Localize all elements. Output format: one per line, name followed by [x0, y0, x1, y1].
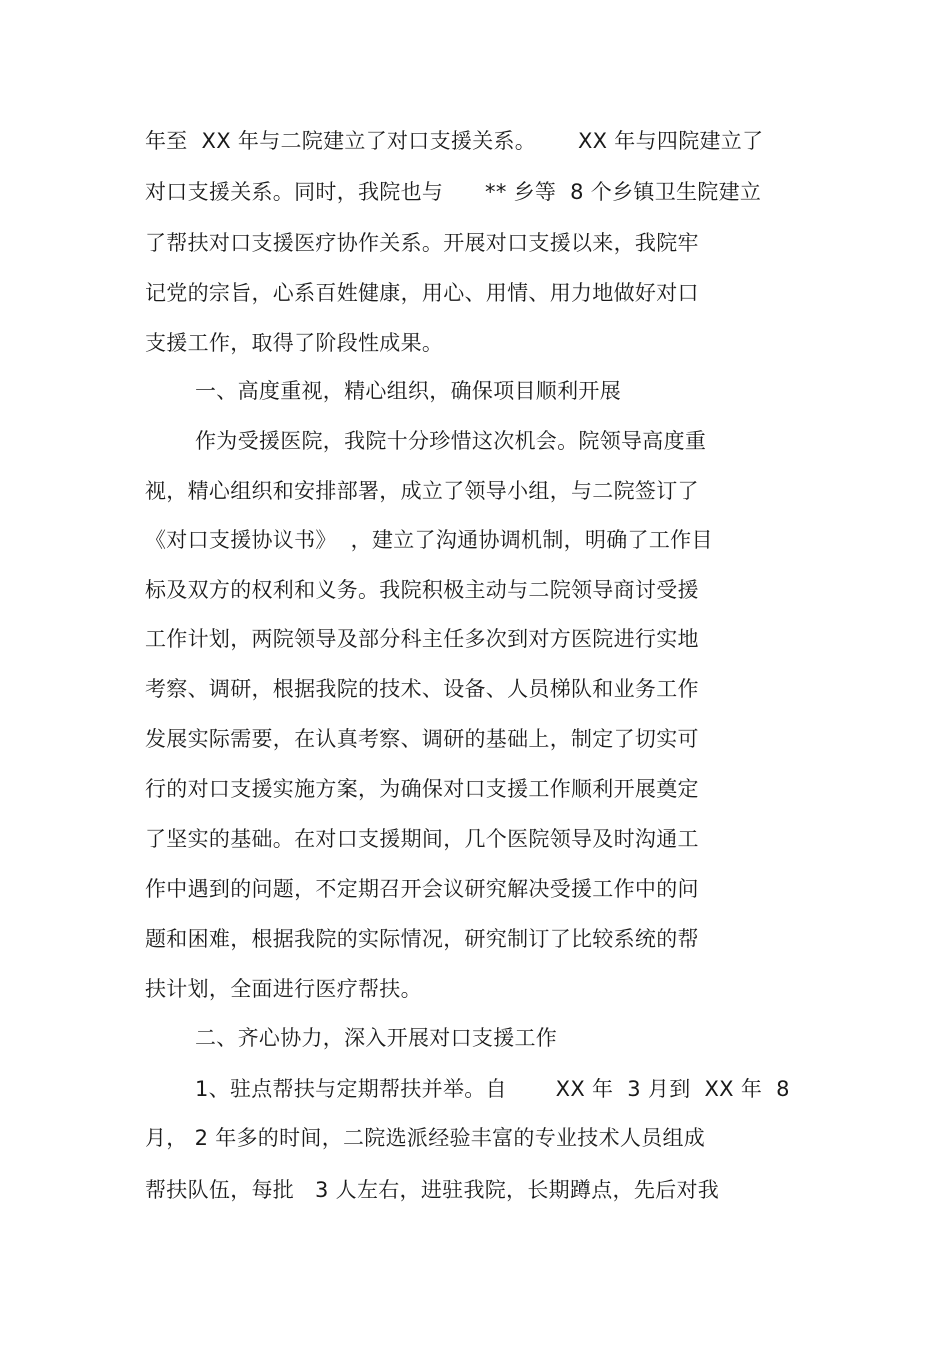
- section-heading-1: 一、高度重视，精心组织，确保项目顺利开展: [195, 379, 621, 403]
- paragraph-line-6: 作为受援医院，我院十分珍惜这次机会。院领导高度重: [195, 429, 707, 453]
- paragraph-line-16: 题和困难，根据我院的实际情况，研究制订了比较系统的帮: [145, 927, 699, 951]
- section-heading-2: 二、齐心协力，深入开展对口支援工作: [195, 1026, 558, 1050]
- paragraph-line-17: 扶计划，全面进行医疗帮扶。: [145, 977, 422, 1001]
- paragraph-line-1: 年至 XX 年与二院建立了对口支援关系。 XX 年与四院建立了: [145, 129, 764, 153]
- paragraph-line-2: 对口支援关系。同时，我院也与 ** 乡等 8 个乡镇卫生院建立: [145, 180, 762, 204]
- paragraph-line-14: 了坚实的基础。在对口支援期间，几个医院领导及时沟通工: [145, 827, 699, 851]
- paragraph-line-20: 帮扶队伍，每批 3 人左右，进驻我院，长期蹲点，先后对我: [145, 1178, 720, 1202]
- paragraph-line-15: 作中遇到的问题，不定期召开会议研究解决受援工作中的问: [145, 877, 699, 901]
- paragraph-line-13: 行的对口支援实施方案，为确保对口支援工作顺利开展奠定: [145, 777, 699, 801]
- paragraph-line-18: 1、驻点帮扶与定期帮扶并举。自 XX 年 3 月到 XX 年 8: [195, 1077, 790, 1101]
- paragraph-line-4: 记党的宗旨，心系百姓健康，用心、用情、用力地做好对口: [145, 281, 699, 305]
- paragraph-line-9: 标及双方的权利和义务。我院积极主动与二院领导商讨受援: [145, 578, 699, 602]
- paragraph-line-10: 工作计划，两院领导及部分科主任多次到对方医院进行实地: [145, 627, 699, 651]
- paragraph-line-11: 考察、调研，根据我院的技术、设备、人员梯队和业务工作: [145, 677, 699, 701]
- paragraph-line-5: 支援工作，取得了阶段性成果。: [145, 331, 444, 355]
- paragraph-line-12: 发展实际需要，在认真考察、调研的基础上，制定了切实可: [145, 727, 699, 751]
- paragraph-line-7: 视，精心组织和安排部署，成立了领导小组，与二院签订了: [145, 479, 699, 503]
- paragraph-line-3: 了帮扶对口支援医疗协作关系。开展对口支援以来，我院牢: [145, 231, 699, 255]
- paragraph-line-8: 《对口支援协议书》 ，建立了沟通协调机制，明确了工作目: [145, 528, 713, 552]
- paragraph-line-19: 月， 2 年多的时间，二院选派经验丰富的专业技术人员组成: [145, 1126, 706, 1150]
